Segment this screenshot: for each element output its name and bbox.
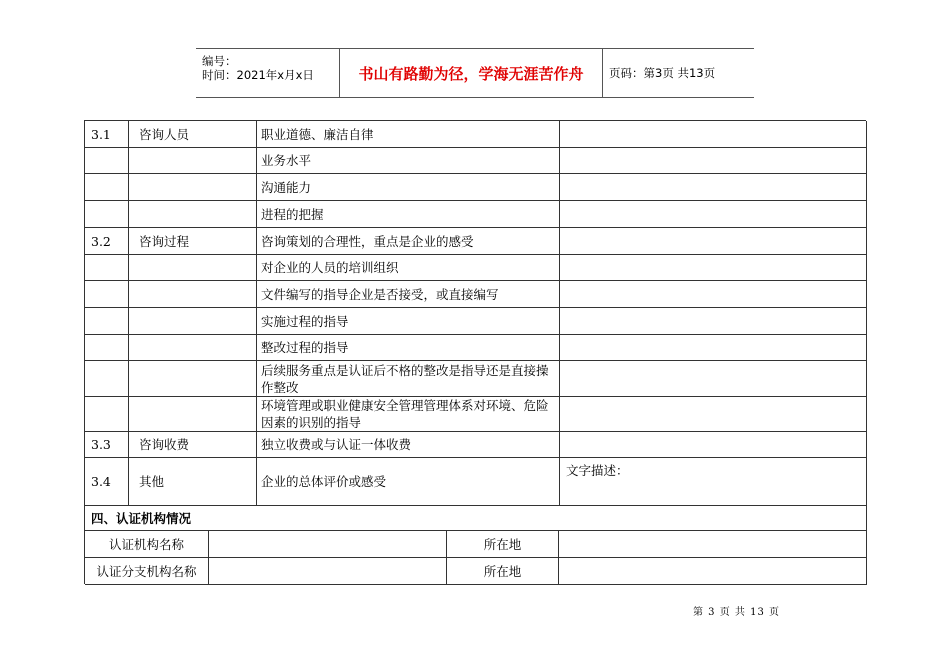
header-meta bbox=[196, 49, 340, 97]
row-number bbox=[85, 281, 129, 308]
row-item: 进程的把握 bbox=[257, 201, 560, 228]
row-number bbox=[85, 174, 129, 201]
section-title: 四、认证机构情况 bbox=[85, 506, 867, 531]
row-category bbox=[129, 397, 257, 432]
row-remark[interactable] bbox=[560, 174, 867, 201]
location-label: 所在地 bbox=[447, 531, 559, 558]
header-page-code: 页码：第3页 共13页 bbox=[609, 66, 716, 80]
row-item: 独立收费或与认证一体收费 bbox=[257, 432, 560, 458]
row-remark[interactable] bbox=[560, 121, 867, 148]
row-category bbox=[129, 335, 257, 361]
row-number: 3.1 bbox=[85, 121, 129, 148]
row-category: 咨询过程 bbox=[129, 228, 257, 255]
row-number bbox=[85, 397, 129, 432]
cert-body-name-field[interactable] bbox=[209, 531, 447, 558]
row-category bbox=[129, 308, 257, 335]
time-label: 时间：2021年x月x日 bbox=[202, 68, 314, 82]
row-remark[interactable] bbox=[560, 361, 867, 397]
cert-branch-name-field[interactable] bbox=[209, 558, 447, 585]
row-item: 沟通能力 bbox=[257, 174, 560, 201]
row-item: 整改过程的指导 bbox=[257, 335, 560, 361]
row-remark[interactable] bbox=[560, 148, 867, 174]
evaluation-table bbox=[84, 120, 866, 584]
row-remark[interactable] bbox=[560, 201, 867, 228]
row-number bbox=[85, 335, 129, 361]
row-item: 企业的总体评价或感受 bbox=[257, 458, 560, 506]
row-number: 3.2 bbox=[85, 228, 129, 255]
row-item: 环境管理或职业健康安全管理管理体系对环境、危险因素的识别的指导 bbox=[257, 397, 560, 432]
row-number bbox=[85, 361, 129, 397]
row-number bbox=[85, 148, 129, 174]
text-description-label: 文字描述： bbox=[566, 463, 629, 478]
location-field[interactable] bbox=[559, 558, 867, 585]
row-category bbox=[129, 174, 257, 201]
row-category bbox=[129, 361, 257, 397]
row-category bbox=[129, 148, 257, 174]
header-motto: 书山有路勤为径，学海无涯苦作舟 bbox=[340, 49, 603, 97]
row-remark[interactable] bbox=[560, 335, 867, 361]
row-category bbox=[129, 255, 257, 281]
row-item: 实施过程的指导 bbox=[257, 308, 560, 335]
row-item: 职业道德、廉洁自律 bbox=[257, 121, 560, 148]
row-item: 业务水平 bbox=[257, 148, 560, 174]
row-number bbox=[85, 255, 129, 281]
row-category: 咨询人员 bbox=[129, 121, 257, 148]
location-field[interactable] bbox=[559, 531, 867, 558]
row-item: 咨询策划的合理性，重点是企业的感受 bbox=[257, 228, 560, 255]
row-number: 3.3 bbox=[85, 432, 129, 458]
row-remark[interactable] bbox=[560, 281, 867, 308]
row-number: 3.4 bbox=[85, 458, 129, 506]
row-item: 文件编写的指导企业是否接受，或直接编写 bbox=[257, 281, 560, 308]
row-category bbox=[129, 281, 257, 308]
row-number bbox=[85, 201, 129, 228]
row-category: 其他 bbox=[129, 458, 257, 506]
number-label: 编号： bbox=[202, 54, 237, 68]
row-category bbox=[129, 201, 257, 228]
location-label: 所在地 bbox=[447, 558, 559, 585]
page-footer: 第 3 页 共 13 页 bbox=[693, 607, 780, 618]
row-remark[interactable] bbox=[560, 255, 867, 281]
cert-branch-name-label: 认证分支机构名称 bbox=[85, 558, 209, 585]
row-number bbox=[85, 308, 129, 335]
cert-body-name-label: 认证机构名称 bbox=[85, 531, 209, 558]
row-remark[interactable] bbox=[560, 308, 867, 335]
row-item: 后续服务重点是认证后不格的整改是指导还是直接操作整改 bbox=[257, 361, 560, 397]
row-remark[interactable] bbox=[560, 228, 867, 255]
page-header bbox=[196, 48, 754, 98]
row-remark[interactable] bbox=[560, 432, 867, 458]
row-category: 咨询收费 bbox=[129, 432, 257, 458]
row-remark[interactable] bbox=[560, 397, 867, 432]
text-description-cell[interactable] bbox=[560, 458, 867, 506]
row-item: 对企业的人员的培训组织 bbox=[257, 255, 560, 281]
